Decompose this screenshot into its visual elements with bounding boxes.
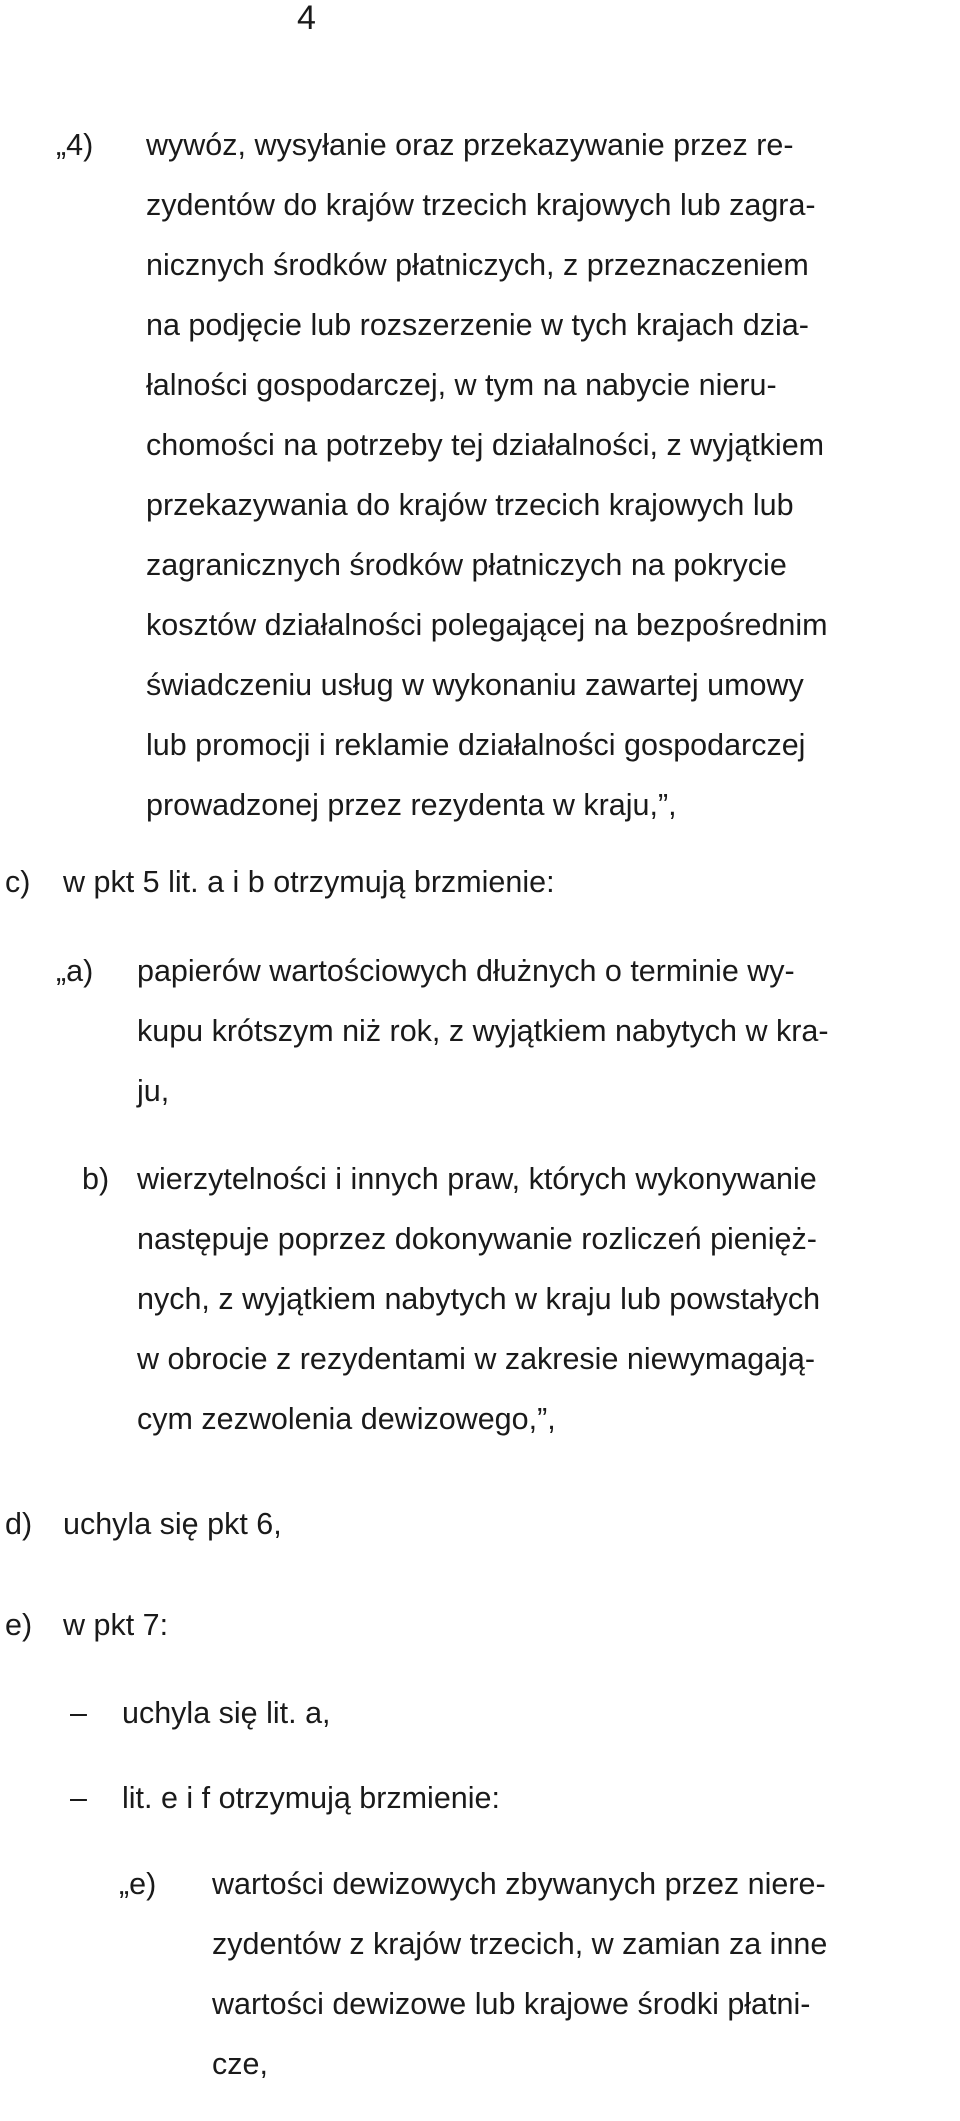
text-line: prowadzonej przez rezydenta w kraju,”, (146, 788, 677, 822)
text-line: w obrocie z rezydentami w zakresie niewymagają- (137, 1342, 816, 1376)
text-line: następuje poprzez dokonywanie rozliczeń pienięż- (137, 1222, 817, 1256)
dash-item-text: uchyla się lit. a, (122, 1696, 331, 1730)
item-c-text: w pkt 5 lit. a i b otrzymują brzmienie: (63, 865, 555, 899)
text-line: nych, z wyjątkiem nabytych w kraju lub powstałych (137, 1282, 821, 1316)
text-line: kosztów działalności polegającej na bezpośrednim (146, 608, 828, 642)
item-e-e-marker: „e) (119, 1867, 157, 1901)
text-line: na podjęcie lub rozszerzenie w tych krajach dzia- (146, 308, 809, 342)
text-line: papierów wartościowych dłużnych o terminie wy- (137, 954, 795, 988)
text-line: lub promocji i reklamie działalności gospodarczej (146, 728, 806, 762)
text-line: chomości na potrzeby tej działalności, z wyjątkiem (146, 428, 825, 462)
item-e-marker: e) (5, 1608, 33, 1642)
dash-item-text: lit. e i f otrzymują brzmienie: (122, 1781, 500, 1815)
text-line: łalności gospodarczej, w tym na nabycie nieru- (146, 368, 777, 402)
text-line: zydentów z krajów trzecich, w zamian za inne (212, 1927, 828, 1961)
text-line: przekazywania do krajów trzecich krajowych lub (146, 488, 794, 522)
text-line: nicznych środków płatniczych, z przeznaczeniem (146, 248, 809, 282)
item-d-text: uchyla się pkt 6, (63, 1507, 282, 1541)
text-line: kupu krótszym niż rok, z wyjątkiem nabytych w kra- (137, 1014, 829, 1048)
text-line: zydentów do krajów trzecich krajowych lub zagra- (146, 188, 816, 222)
text-line: wierzytelności i innych praw, których wykonywanie (137, 1162, 817, 1196)
dash-item-marker: – (70, 1696, 87, 1730)
text-line: cze, (212, 2047, 268, 2081)
text-line: wywóz, wysyłanie oraz przekazywanie przez re- (146, 128, 794, 162)
text-line: ju, (137, 1074, 170, 1108)
item-4-marker: „4) (56, 128, 94, 162)
text-line: świadczeniu usług w wykonaniu zawartej umowy (146, 668, 804, 702)
dash-item-marker: – (70, 1781, 87, 1815)
item-c-marker: c) (5, 865, 31, 899)
text-line: cym zezwolenia dewizowego,”, (137, 1402, 556, 1436)
item-e-text: w pkt 7: (63, 1608, 169, 1642)
text-line: wartości dewizowych zbywanych przez niere- (212, 1867, 826, 1901)
item-c-b-marker: b) (82, 1162, 110, 1196)
item-c-a-marker: „a) (56, 954, 94, 988)
text-line: zagranicznych środków płatniczych na pokrycie (146, 548, 787, 582)
text-line: wartości dewizowe lub krajowe środki płatni- (212, 1987, 811, 2021)
page-number: 4 (297, 0, 316, 37)
item-d-marker: d) (5, 1507, 33, 1541)
